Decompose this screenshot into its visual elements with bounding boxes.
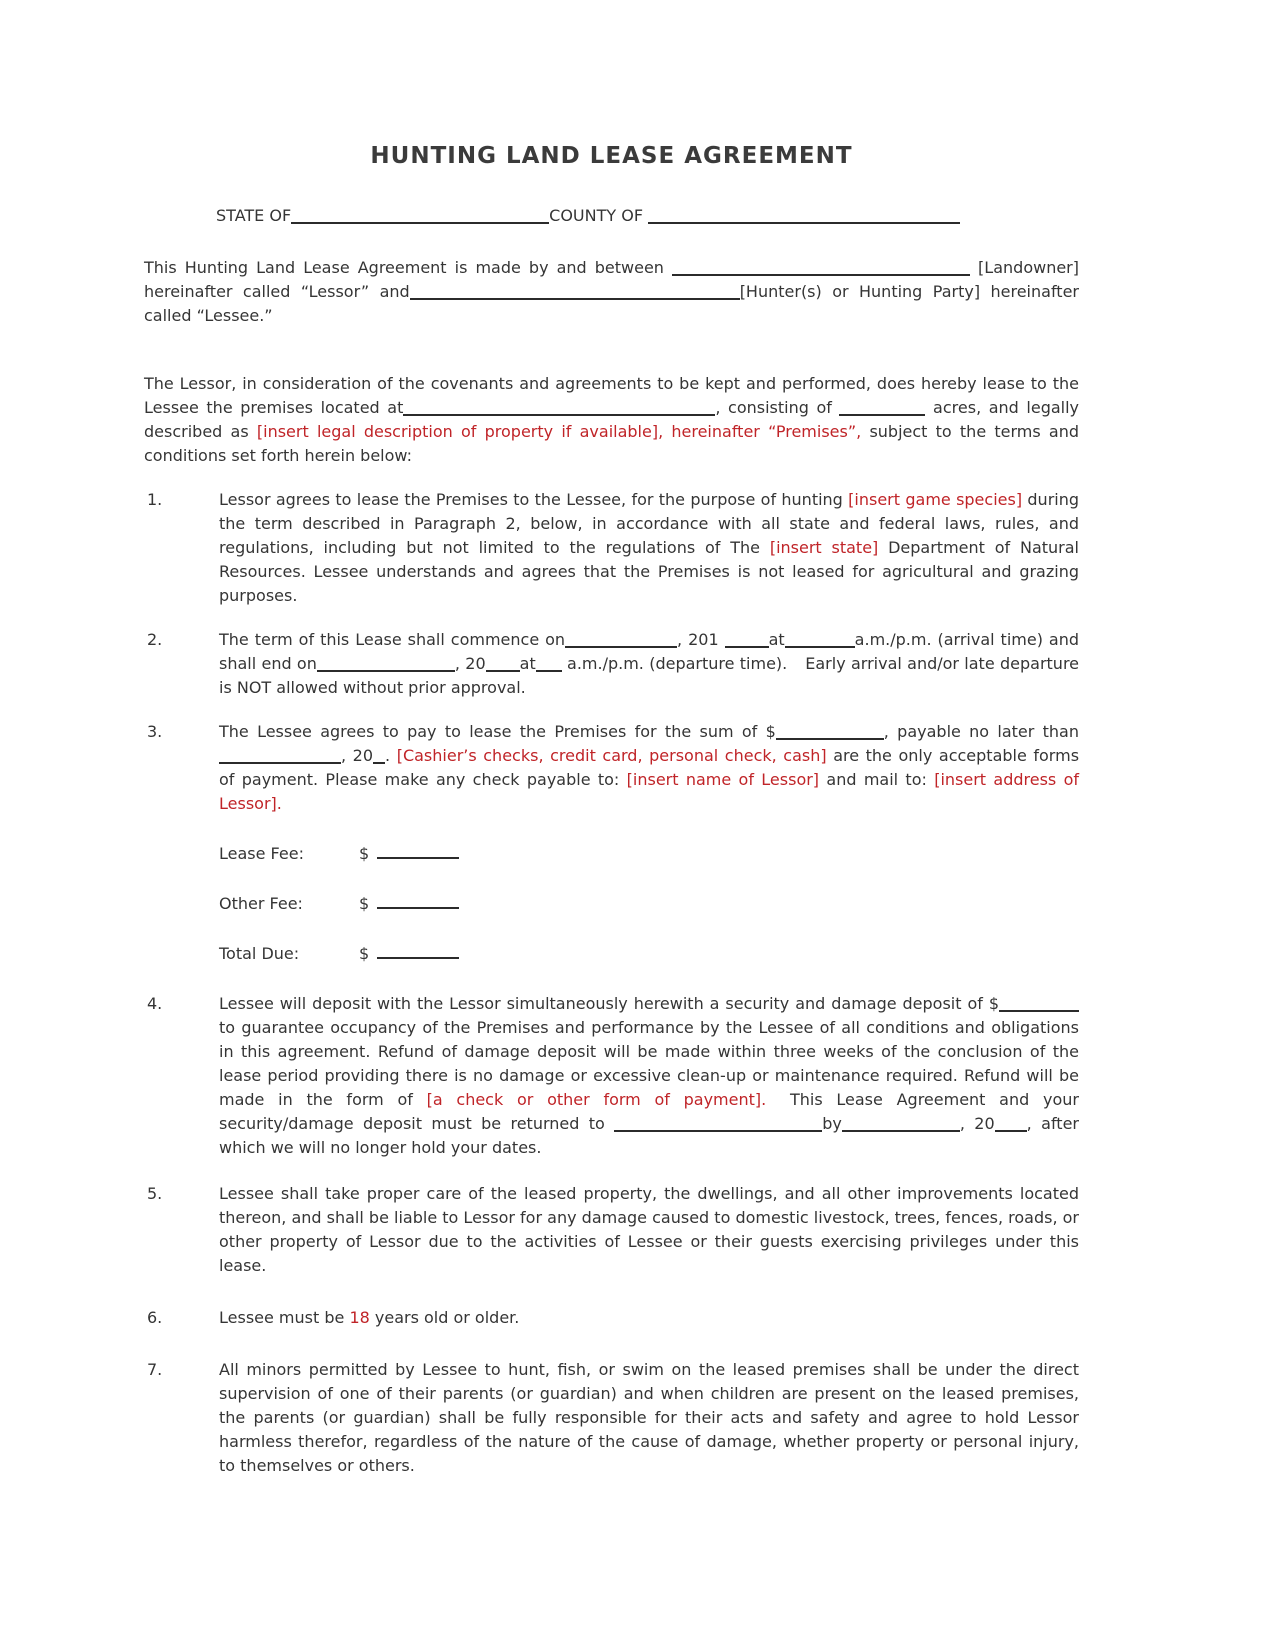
blank-line [410,288,740,300]
text-run: This Hunting Land Lease Agreement is made by and between [144,258,672,277]
blank-line [672,264,970,276]
text-run: COUNTY OF [549,206,649,225]
currency-symbol: $ [359,944,370,963]
text-run: years old or older. [369,1308,520,1327]
blank-line [403,404,715,416]
currency-symbol: $ [359,844,370,863]
clause-text [219,488,1079,608]
blank-line [486,660,520,672]
blank-line [648,212,960,224]
text-run: , 201 [677,630,725,649]
text-run: [Landowner] hereinafter called “Lessor” and [144,258,1079,301]
text-run: Early arrival and/or late departure is NOT allowed without prior approval. [219,654,1080,697]
clause-number: 1. [147,490,163,509]
clause-text [219,992,1079,1160]
text-run: Lessee must be [219,1308,350,1327]
placeholder-text: [Cashier’s checks, credit card, personal check, cash] [396,746,827,765]
placeholder-text: [insert game species] [848,490,1023,509]
blank-line [565,636,677,648]
text-run: The Lessor, in consideration of the covenants and agreements to be kept and performed, does hereby lease to the Lessee the premises located at [144,374,1079,417]
clause-item-3 [144,720,1079,816]
premises-paragraph [144,372,1079,468]
text-run: , 20 [959,1114,995,1133]
clause-number: 6. [147,1308,163,1327]
text-run: [Hunter(s) or Hunting Party] hereinafter called “Lessee.” [144,282,1079,325]
text-run: during the term described in Paragraph 2, below, in accordance with all state and federal laws, rules, and regulations, including but not limited to the regulations of The [219,490,1080,557]
fee-row-total [219,942,1079,966]
text-run: at [519,654,536,673]
text-run: , 20 [341,746,374,765]
clause-number: 5. [147,1184,163,1203]
clause-text [219,720,1079,816]
text-run: The term of this Lease shall commence on [219,630,566,649]
text-run: . [385,746,397,765]
clause-item-6 [144,1306,1079,1330]
clause-number: 4. [147,994,163,1013]
fee-label: Other Fee: [219,894,303,913]
clause-text [219,628,1079,700]
text-run: , 20 [454,654,486,673]
blank-line [373,752,385,764]
blank-line [377,947,459,959]
text-run: to guarantee occupancy of the Premises and performance by the Lessee of all conditions and obligations in this agreement. Refund of damage deposit will be made within three weeks of the conclusion of the lease period providing there is no damage or excessive clean-up or maintenance required. Refund will be made in the form of [219,1018,1079,1109]
fee-label: Total Due: [219,944,300,963]
blank-line [317,660,455,672]
text-run: , consisting of [715,398,840,417]
clause-item-5 [144,1182,1079,1278]
blank-line [995,1120,1027,1132]
text-run: at [768,630,785,649]
blank-line [776,728,884,740]
clause-text [219,1182,1079,1278]
placeholder-text: [insert legal description of property if available], hereinafter “Premises”, [256,422,862,441]
blank-line [999,1000,1079,1012]
text-run: are the only acceptable forms of payment. Please make any check payable to: [219,746,1080,789]
blank-line [785,636,855,648]
text-run: a.m./p.m. (departure time). [561,654,788,673]
text-run: by [822,1114,842,1133]
placeholder-text: [a check or other form of payment]. [426,1090,767,1109]
spacing-gap [787,668,805,669]
state-county-line [144,204,1079,228]
document-title: HUNTING LAND LEASE AGREEMENT [370,143,853,169]
clause-number: 2. [147,630,163,649]
fee-row-lease [219,842,1079,866]
placeholder-text: 18 [349,1308,370,1327]
fee-table [219,842,1079,966]
intro-paragraph [144,256,1079,328]
text-run: Lessee shall take proper care of the leased property, the dwellings, and all other improvements located thereon, and shall be liable to Lessor for any damage caused to domestic livestock, trees, fences, roads, or other property of Lessor due to the activities of Lessee or their guests exercising privileges under this lease. [219,1184,1079,1275]
blank-line [291,212,549,224]
clause-number: 3. [147,722,163,741]
currency-symbol: $ [359,894,370,913]
text-run: , after which we will no longer hold your dates. [219,1114,1079,1157]
fee-label: Lease Fee: [219,844,304,863]
text-run: Lessee will deposit with the Lessor simultaneously herewith a security and damage deposit of $ [219,994,999,1013]
clause-item-1 [144,488,1079,608]
blank-line [839,404,925,416]
text-run: The Lessee agrees to pay to lease the Premises for the sum of $ [219,722,776,741]
fee-row-other [219,892,1079,916]
blank-line [377,897,459,909]
blank-line [725,636,769,648]
spacing-gap [369,908,377,909]
clause-text [219,1306,1079,1330]
placeholder-text: [insert address of Lessor]. [219,770,1080,813]
clause-item-4 [144,992,1079,1160]
text-run: Lessor agrees to lease the Premises to the Lessee, for the purpose of hunting [219,490,849,509]
text-run: This Lease Agreement and your security/damage deposit must be returned to [219,1090,1079,1133]
spacing-gap [369,958,377,959]
text-run: All minors permitted by Lessee to hunt, fish, or swim on the leased premises shall be under the direct supervision of one of their parents (or guardian) and when children are present on the leased premises, the parents (or guardian) shall be fully responsible for their acts and safety and agree to hold Lessor harmless therefor, regardless of the nature of the cause of damage, whether property or personal injury, to themselves or others. [219,1360,1079,1475]
clause-item-2 [144,628,1079,700]
blank-line [377,847,459,859]
text-run: subject to the terms and conditions set forth herein below: [144,422,1080,465]
placeholder-text: [insert name of Lessor] [626,770,820,789]
blank-line [219,752,341,764]
spacing-gap [369,858,377,859]
placeholder-text: [insert state] [769,538,879,557]
text-run: STATE OF [216,206,292,225]
text-run: , payable no later than [883,722,1080,741]
clause-text [219,1358,1079,1478]
blank-line [842,1120,960,1132]
text-run: acres, and legally described as [144,398,1080,441]
text-run: and mail to: [819,770,935,789]
text-run: a.m./p.m. (arrival time) and shall end on [219,630,1079,673]
clause-item-7 [144,1358,1079,1478]
blank-line [614,1120,822,1132]
spacing-gap [766,1104,776,1105]
text-run: Department of Natural Resources. Lessee understands and agrees that the Premises is not leased for agricultural and grazing purposes. [219,538,1079,605]
blank-line [536,660,562,672]
clause-number: 7. [147,1360,163,1379]
